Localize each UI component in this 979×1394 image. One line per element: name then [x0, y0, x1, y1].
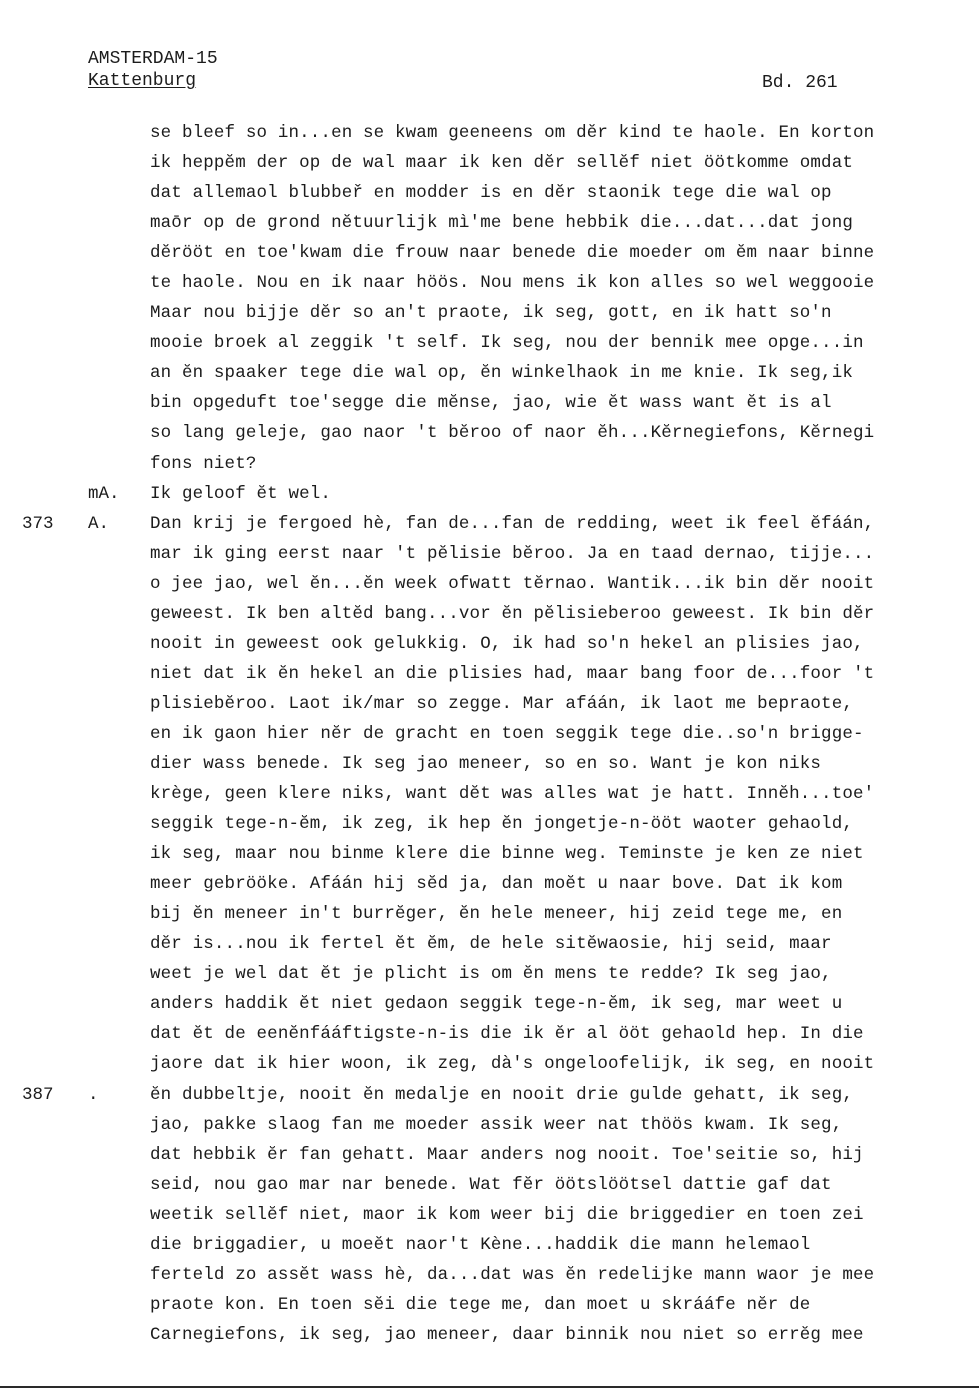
transcript-line [0, 779, 979, 809]
transcript-line [0, 599, 979, 629]
line-number: 373 [22, 513, 54, 534]
line-text: ik heppĕm der op de wal maar ik ken dĕr sellĕf niet öötkomme omdat [150, 153, 854, 174]
line-text: dier wass benede. Ik seg jao meneer, so en so. Want je kon niks [150, 753, 822, 774]
transcript-line [0, 659, 979, 689]
transcript-line [0, 1290, 979, 1320]
line-text: Maar nou bijje dĕr so an't praote, ik seg, gott, en ik hatt so'n [150, 303, 832, 324]
transcript-line [0, 959, 979, 989]
transcript-line [0, 539, 979, 569]
line-text: niet dat ik ĕn hekel an die plisies had, maar bang foor de...foor 't [150, 663, 875, 684]
line-text: dat hebbik ĕr fan gehatt. Maar anders nog nooit. Toe'seitie so, hij [150, 1144, 864, 1165]
transcript-line [0, 719, 979, 749]
line-text: dĕrööt en toe'kwam die frouw naar benede die moeder om ĕm naar binne [150, 243, 875, 264]
line-text: o jee jao, wel ĕn...ĕn week ofwatt tĕrnao. Wantik...ik bin dĕr nooit [150, 573, 875, 594]
transcript-line [0, 328, 979, 358]
line-text: weetik sellĕf niet, maor ik kom weer bij die briggedier en toen zei [150, 1204, 864, 1225]
transcript-line [0, 298, 979, 328]
transcript-line [0, 569, 979, 599]
line-text: ferteld zo assĕt wass hè, da...dat was ĕn redelijke mann waor je mee [150, 1264, 875, 1285]
line-text: ik seg, maar nou binme klere die binne weg. Teminste je ken ze niet [150, 844, 864, 865]
line-text: te haole. Nou en ik naar höös. Nou mens ik kon alles so wel weggooie [150, 273, 875, 294]
transcript-line [0, 869, 979, 899]
transcript-line [0, 479, 979, 509]
transcript-line [0, 809, 979, 839]
line-text: jaore dat ik hier woon, ik zeg, dà's ongeloofelijk, ik seg, en nooit [150, 1054, 875, 1075]
line-text: jao, pakke slaog fan me moeder assik weer nat thöös kwam. Ik seg, [150, 1114, 843, 1135]
line-text: weet je wel dat ĕt je plicht is om ĕn mens te redde? Ik seg jao, [150, 964, 832, 985]
line-text: meer gebrööke. Afáán hij sĕd ja, dan moĕt u naar bove. Dat ik kom [150, 874, 843, 895]
line-text: bin opgeduft toe'segge die mĕnse, jao, wie ĕt wass want ĕt is al [150, 393, 832, 414]
line-text: an ĕn spaaker tege die wal op, ĕn winkelhaok in me knie. Ik seg,ik [150, 363, 854, 384]
transcript-line [0, 1080, 979, 1110]
footer-divider [0, 1386, 979, 1388]
line-text: ĕn dubbeltje, nooit ĕn medalje en nooit drie gulde gehatt, ik seg, [150, 1084, 854, 1105]
transcript-line [0, 929, 979, 959]
line-text: so lang geleje, gao naor 't bĕroo of naor ĕh...Kĕrnegiefons, Kĕrnegi [150, 423, 875, 444]
line-text: Carnegiefons, ik seg, jao meneer, daar binnik nou niet so errĕg mee [150, 1324, 864, 1345]
transcript-line [0, 238, 979, 268]
transcript-line [0, 689, 979, 719]
transcript-line [0, 1230, 979, 1260]
transcript-line [0, 388, 979, 418]
line-text: seggik tege-n-ĕm, ik zeg, ik hep ĕn jongetje-n-ööt waoter gehaold, [150, 814, 854, 835]
transcript-line [0, 989, 979, 1019]
transcript-line [0, 1110, 979, 1140]
page-number: Bd. 261 [762, 73, 838, 93]
document-subtitle: Kattenburg [88, 71, 197, 91]
line-text: Dan krij je fergoed hè, fan de...fan de redding, weet ik feel ĕfáán, [150, 513, 875, 534]
line-text: mar ik ging eerst naar 't pĕlisie bĕroo. Ja en taad dernao, tijje... [150, 543, 875, 564]
line-text: krège, geen klere niks, want dĕt was alles wat je hatt. Innĕh...toe' [150, 784, 875, 805]
transcript-line [0, 839, 979, 869]
transcript-line [0, 358, 979, 388]
line-text: nooit in geweest ook gelukkig. O, ik had so'n hekel an plisies jao, [150, 633, 864, 654]
transcript-line [0, 629, 979, 659]
transcript-line [0, 1170, 979, 1200]
line-text: fons niet? [150, 453, 257, 474]
line-text: die briggadier, u moeĕt naor't Kène...haddik die mann helemaol [150, 1234, 811, 1255]
transcript-line [0, 148, 979, 178]
document-title: AMSTERDAM-15 [88, 49, 218, 69]
line-text: mooie broek al zeggik 't self. Ik seg, nou der bennik mee opge...in [150, 333, 864, 354]
transcript-body [0, 118, 979, 1350]
line-text: dat ĕt de eenĕnfááftigste-n-is die ik ĕr al ööt gehaold hep. In die [150, 1024, 864, 1045]
transcript-line [0, 509, 979, 539]
line-text: Ik geloof ĕt wel. [150, 483, 332, 504]
transcript-line [0, 1260, 979, 1290]
line-text: en ik gaon hier nĕr de gracht en toen seggik tege die..so'n brigge- [150, 723, 864, 744]
transcript-line [0, 449, 979, 479]
transcript-line [0, 1140, 979, 1170]
document-header [88, 48, 218, 92]
transcript-line [0, 118, 979, 148]
speaker-label: . [88, 1084, 99, 1105]
transcript-line [0, 1320, 979, 1350]
line-text: plisiebĕroo. Laot ik/mar so zegge. Mar afáán, ik laot me bepraote, [150, 693, 854, 714]
line-text: anders haddik ĕt niet gedaon seggik tege-n-ĕm, ik seg, mar weet u [150, 994, 843, 1015]
transcript-line [0, 899, 979, 929]
line-text: seid, nou gao mar nar benede. Wat fĕr öötslöötsel dattie gaf dat [150, 1174, 832, 1195]
line-text: dat allemaol blubbeř en modder is en dĕr staonik tege die wal op [150, 183, 832, 204]
transcript-line [0, 1049, 979, 1079]
transcript-line [0, 178, 979, 208]
transcript-line [0, 1019, 979, 1049]
line-text: dĕr is...nou ik fertel ĕt ĕm, de hele sitĕwaosie, hij seid, maar [150, 934, 832, 955]
speaker-label: mA. [88, 483, 120, 504]
line-text: maōr op de grond nĕtuurlijk mì'me bene hebbik die...dat...dat jong [150, 213, 854, 234]
transcript-line [0, 208, 979, 238]
transcript-line [0, 268, 979, 298]
speaker-label: A. [88, 513, 110, 534]
line-text: se bleef so in...en se kwam geeneens om dĕr kind te haole. En korton [150, 123, 875, 143]
line-text: geweest. Ik ben altĕd bang...vor ĕn pĕlisieberoo geweest. Ik bin dĕr [150, 603, 875, 624]
transcript-line [0, 1200, 979, 1230]
line-text: bij ĕn meneer in't burrĕger, ĕn hele meneer, hij zeid tege me, en [150, 904, 843, 925]
transcript-line [0, 418, 979, 448]
line-number: 387 [22, 1084, 54, 1105]
line-text: praote kon. En toen sĕi die tege me, dan moet u skrááfe nĕr de [150, 1294, 811, 1315]
transcript-line [0, 749, 979, 779]
